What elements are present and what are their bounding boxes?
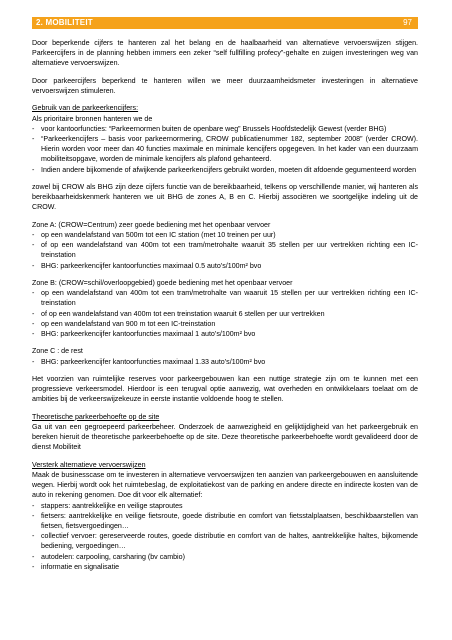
- zone-title: Zone B: (CROW=schil/overloopgebied) goede bediening met het openbaar vervoer: [32, 279, 293, 287]
- list-item: - of op een wandelafstand van 400m tot een treinstation waaruit 6 stellen per uur vertrekken: [32, 309, 418, 319]
- list-item: - voor kantoorfuncties: “Parkeernormen buiten de openbare weg” Brussels Hoofdstedelijk Gewest (verder BHG): [32, 124, 418, 134]
- section-text: Ga uit van een gegroepeerd parkeerbeheer. Onderzoek de aanwezigheid en gelijktijdigheid van het parkeergebruik en bereken hieruit de theoretische parkeerbehoefte op de site. Deze theoretische parkeerbehoefte wordt gevalideerd door de dienst Mobiliteit: [32, 423, 418, 452]
- bullet-list: [32, 357, 418, 367]
- list-item: - op een wandelafstand van 500m tot een IC station (met 10 treinen per uur): [32, 230, 418, 240]
- list-item: - “Parkeerkencijfers – basis voor parkeernormering, CROW publicatienummer 182, september 2008” (verder CROW). Hierin worden voor meer dan 40 functies maximale en minimale kencijfers opgegeven. In het kader van een duurzaam mobiliteitsopgave, worden de minimale kencijfers als plafond gehanteerd.: [32, 134, 418, 165]
- paragraph-1: Door beperkende cijfers te hanteren zal het belang en de haalbaarheid van alternatieve vervoerswijzen stijgen. Parkeercijfers in de planning hebben immers een zeker “self fullfilling profecy”-gehalte en zuigen investeringen weg van alternatieve vervoerswijzen.: [32, 39, 418, 68]
- section-alternatieve-vervoerswijzen: [32, 460, 418, 572]
- page-header-bar: [32, 17, 418, 29]
- bullet-list: [32, 230, 418, 271]
- list-item: - BHG: parkeerkencijfer kantoorfuncties maximaal 1 auto’s/100m² bvo: [32, 329, 418, 339]
- paragraph-4: Het voorzien van ruimtelijke reserves voor parkeergebouwen kan een nuttige strategie zijn om te kunnen met een progressieve verkeersmodel. Hierdoor is een terugval optie aanwezig, wat overheden en ontwikkelaars toelaat om de ambities bij de verkeerswijzekeuze in eerste instantie voldoende hoog te stellen.: [32, 375, 418, 404]
- section-text: Maak de businesscase om te investeren in alternatieve vervoerswijzen ten aanzien van parkeergebouwen en aansluitende wegen. Hierbij wordt ook het ruimtebeslag, de exploitatiekost van de parking en andere directe en indirecte kosten van de auto in rekening genomen. Doe dit voor elk alternatief:: [32, 471, 418, 500]
- zone-b: [32, 278, 418, 339]
- bullet-list: [32, 124, 418, 175]
- zone-title: Zone C : de rest: [32, 347, 83, 356]
- section-parkeerkencijfers: [32, 103, 418, 174]
- paragraph-2: Door parkeercijfers beperkend te hanteren willen we meer duurzaamheidsmeter investeringen in alternatieve vervoerswijzen stimuleren.: [32, 76, 418, 95]
- list-item: - BHG: parkeerkencijfer kantoorfuncties maximaal 1.33 auto’s/100m² bvo: [32, 357, 418, 367]
- section-theoretische-parkeerbehoefte: [32, 412, 418, 453]
- list-item: - collectief vervoer: gereserveerde routes, goede distributie en comfort van de haltes, aantrekkelijke haltes, bijkomende bediening, vergoedingen…: [32, 531, 418, 551]
- section-heading: Gebruik van de parkeerkencijfers:: [32, 104, 139, 113]
- list-item: - fietsers: aantrekkelijke en veilige fietsroute, goede distributie en comfort van fietsstalplaatsen, beschikbaarstellen van fietsen, fietsvergoedingen…: [32, 511, 418, 531]
- zone-title: Zone A: (CROW=Centrum) zeer goede bediening met het openbaar vervoer: [32, 220, 271, 229]
- zone-c: [32, 346, 418, 366]
- section-heading: Theoretische parkeerbehoefte op de site: [32, 412, 160, 421]
- section-intro: Als prioritaire bronnen hanteren we de: [32, 114, 153, 123]
- list-item: - informatie en signalisatie: [32, 562, 418, 572]
- list-item: - autodelen: carpooling, carsharing (bv cambio): [32, 552, 418, 562]
- page-number: 97: [403, 18, 412, 27]
- list-item: - stappers: aantrekkelijke en veilige staproutes: [32, 501, 418, 511]
- list-item: - of op een wandelafstand van 400m tot een tram/metrohalte waaruit 35 stellen per uur vertrekken richting een IC-treinstation: [32, 240, 418, 260]
- paragraph-3: zowel bij CROW als BHG zijn deze cijfers functie van de bereikbaarheid, telkens op verschillende manier, wij hanteren als bereikbaarheidskenmerk hanteren we uit BHG de zones A, B en C. Hierbij associëren we soortgelijke indeling uit de CROW.: [32, 183, 418, 212]
- page-body: [32, 38, 418, 572]
- list-item: - op een wandelafstand van 400m tot een tram/metrohalte van waaruit 15 stellen per uur vertrekken richting een IC-treinstation: [32, 288, 418, 308]
- list-item: - Indien andere bijkomende of afwijkende parkeerkencijfers gebruikt worden, moeten dit afdoende gegumenteerd worden: [32, 165, 418, 175]
- section-heading: Versterk alternatieve vervoerswijzen: [32, 460, 146, 469]
- bullet-list: [32, 288, 418, 339]
- list-item: - BHG: parkeerkencijfer kantoorfuncties maximaal 0.5 auto’s/100m² bvo: [32, 261, 418, 271]
- zone-a: [32, 220, 418, 271]
- bullet-list: [32, 501, 418, 572]
- chapter-title: 2. MOBILITEIT: [36, 18, 93, 27]
- list-item: - op een wandelafstand van 900 m tot een IC-treinstation: [32, 319, 418, 329]
